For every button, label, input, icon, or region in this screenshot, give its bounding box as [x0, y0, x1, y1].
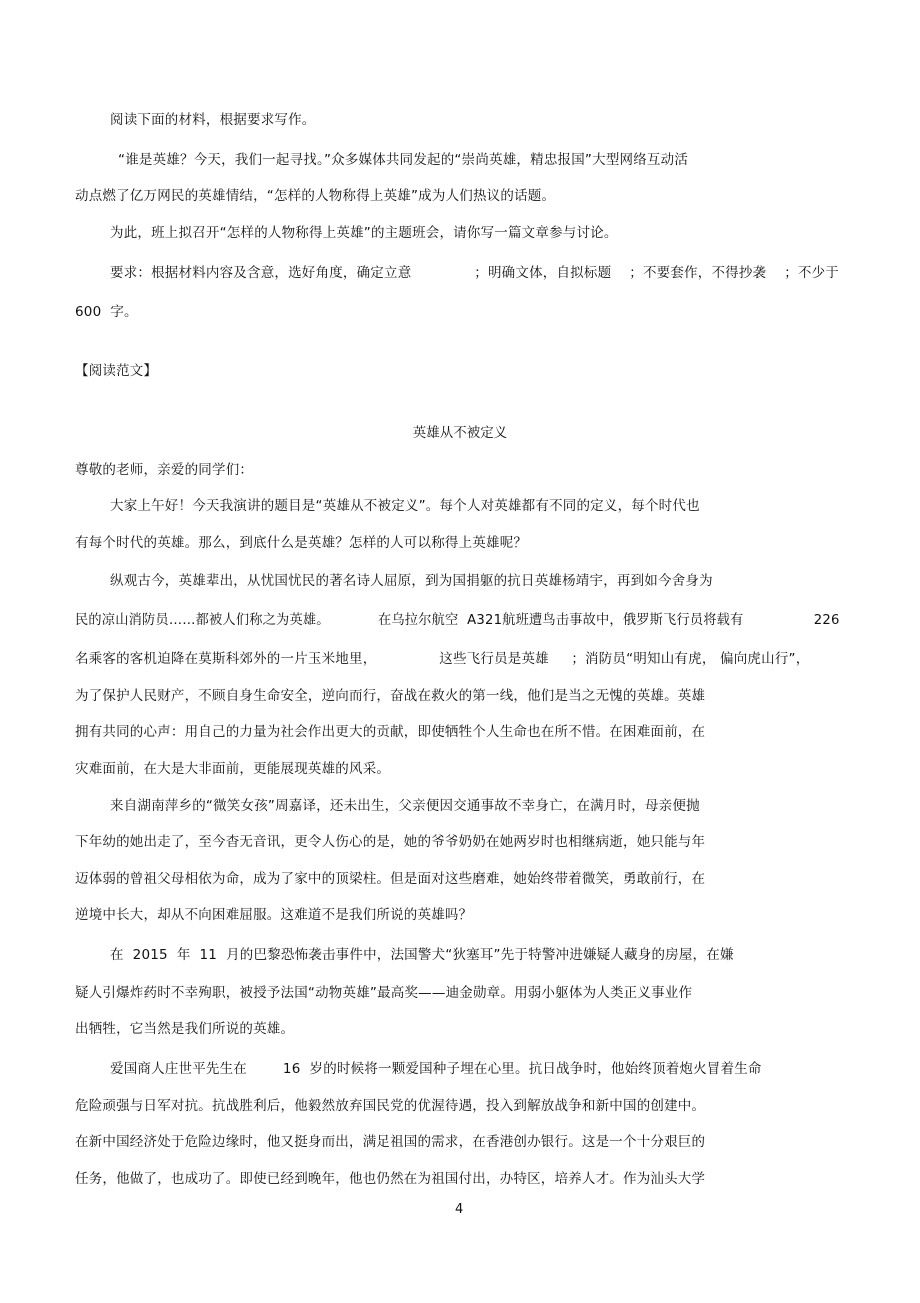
essay-line: 疑人引爆炸药时不幸殉职，被授予法国“动物英雄”最高奖——迪金勋章。用弱小躯体为人类正义事业作: [75, 985, 693, 1001]
essay-line: 纵观古今，英雄辈出，从忧国忧民的著名诗人屈原，到为国捐躯的抗日英雄杨靖宇，再到如今舍身为: [110, 573, 713, 589]
essay-line: 为了保护人民财产，不顾自身生命安全，逆向而行，奋战在救火的第一线，他们是当之无愧的英雄。英雄: [75, 688, 706, 704]
essay-line: 在 2015 年 11 月的巴黎恐怖袭击事件中，法国警犬“狄塞耳”先于特警冲进嫌疑人藏身的房屋，在嫌: [110, 947, 734, 963]
essay-line: 拥有共同的心声：用自己的力量为社会作出更大的贡献，即使牺牲个人生命也在所不惜。在困难面前，在: [75, 724, 706, 740]
prompt-task: 为此，班上拟召开“怎样的人物称得上英雄”的主题班会，请你写一篇文章参与讨论。: [110, 225, 618, 241]
prompt-material-line-1: “谁是英雄？今天，我们一起寻找。”众多媒体共同发起的“崇尚英雄，精忠报国”大型网络互动活: [118, 152, 689, 168]
essay-line: 民的凉山消防员……都被人们称之为英雄。 在乌拉尔航空 A321航班遭鸟击事故中，俄罗斯飞行员将载有 226: [75, 612, 840, 628]
essay-line: 在新中国经济处于危险边缘时，他又挺身而出，满足祖国的需求，在香港创办银行。这是一个十分艰巨的: [75, 1134, 706, 1150]
prompt-requirements-line-1: 要求：根据材料内容及含意，选好角度，确定立意 ；明确文体，自拟标题 ；不要套作，不得抄袭 ；不少于: [110, 265, 840, 281]
essay-line: 有每个时代的英雄。那么，到底什么是英雄？怎样的人可以称得上英雄呢？: [75, 535, 528, 551]
page-number: 4: [455, 1202, 464, 1217]
essay-line: 灾难面前，在大是大非面前，更能展现英雄的风采。: [75, 761, 391, 777]
essay-line: 出牺牲，它当然是我们所说的英雄。: [75, 1021, 295, 1037]
essay-line: 名乘客的客机迫降在莫斯科郊外的一片玉米地里， 这些飞行员是英雄 ；消防员“明知山有虎， 偏向虎山行”，: [75, 651, 810, 667]
section-label: 【阅读范文】: [75, 363, 158, 379]
essay-line: 下年幼的她出走了，至今杳无音讯，更令人伤心的是，她的爷爷奶奶在她两岁时也相继病逝，她只能与年: [75, 834, 706, 850]
prompt-material-line-2: 动点燃了亿万网民的英雄情结，“怎样的人物称得上英雄”成为人们热议的话题。: [75, 188, 556, 204]
essay-salutation: 尊敬的老师，亲爱的同学们：: [75, 462, 254, 478]
essay-line: 大家上午好！今天我演讲的题目是“英雄从不被定义”。每个人对英雄都有不同的定义，每个时代也: [110, 498, 700, 514]
essay-line: 任务，他做了，也成功了。即使已经到晚年，他也仍然在为祖国付出，办特区，培养人才。作为汕头大学: [75, 1171, 706, 1187]
prompt-requirements-line-2: 600 字。: [75, 304, 138, 320]
essay-title: 英雄从不被定义: [412, 425, 508, 441]
essay-line: 逆境中长大，却从不向困难屈服。这难道不是我们所说的英雄吗？: [75, 907, 473, 923]
prompt-instruction: 阅读下面的材料，根据要求写作。: [110, 112, 316, 128]
essay-line: 危险顽强与日军对抗。抗战胜利后，他毅然放弃国民党的优渥待遇，投入到解放战争和新中国的创建中。: [75, 1098, 706, 1114]
essay-line: 迈体弱的曾祖父母相依为命，成为了家中的顶梁柱。但是面对这些磨难，她始终带着微笑，勇敢前行，在: [75, 871, 706, 887]
essay-line: 来自湖南萍乡的“微笑女孩”周嘉译，还未出生，父亲便因交通事故不幸身亡，在满月时，母亲便抛: [110, 798, 700, 814]
essay-line: 爱国商人庄世平先生在 16 岁的时候将一颗爱国种子埋在心里。抗日战争时，他始终顶着炮火冒着生命: [110, 1061, 762, 1077]
